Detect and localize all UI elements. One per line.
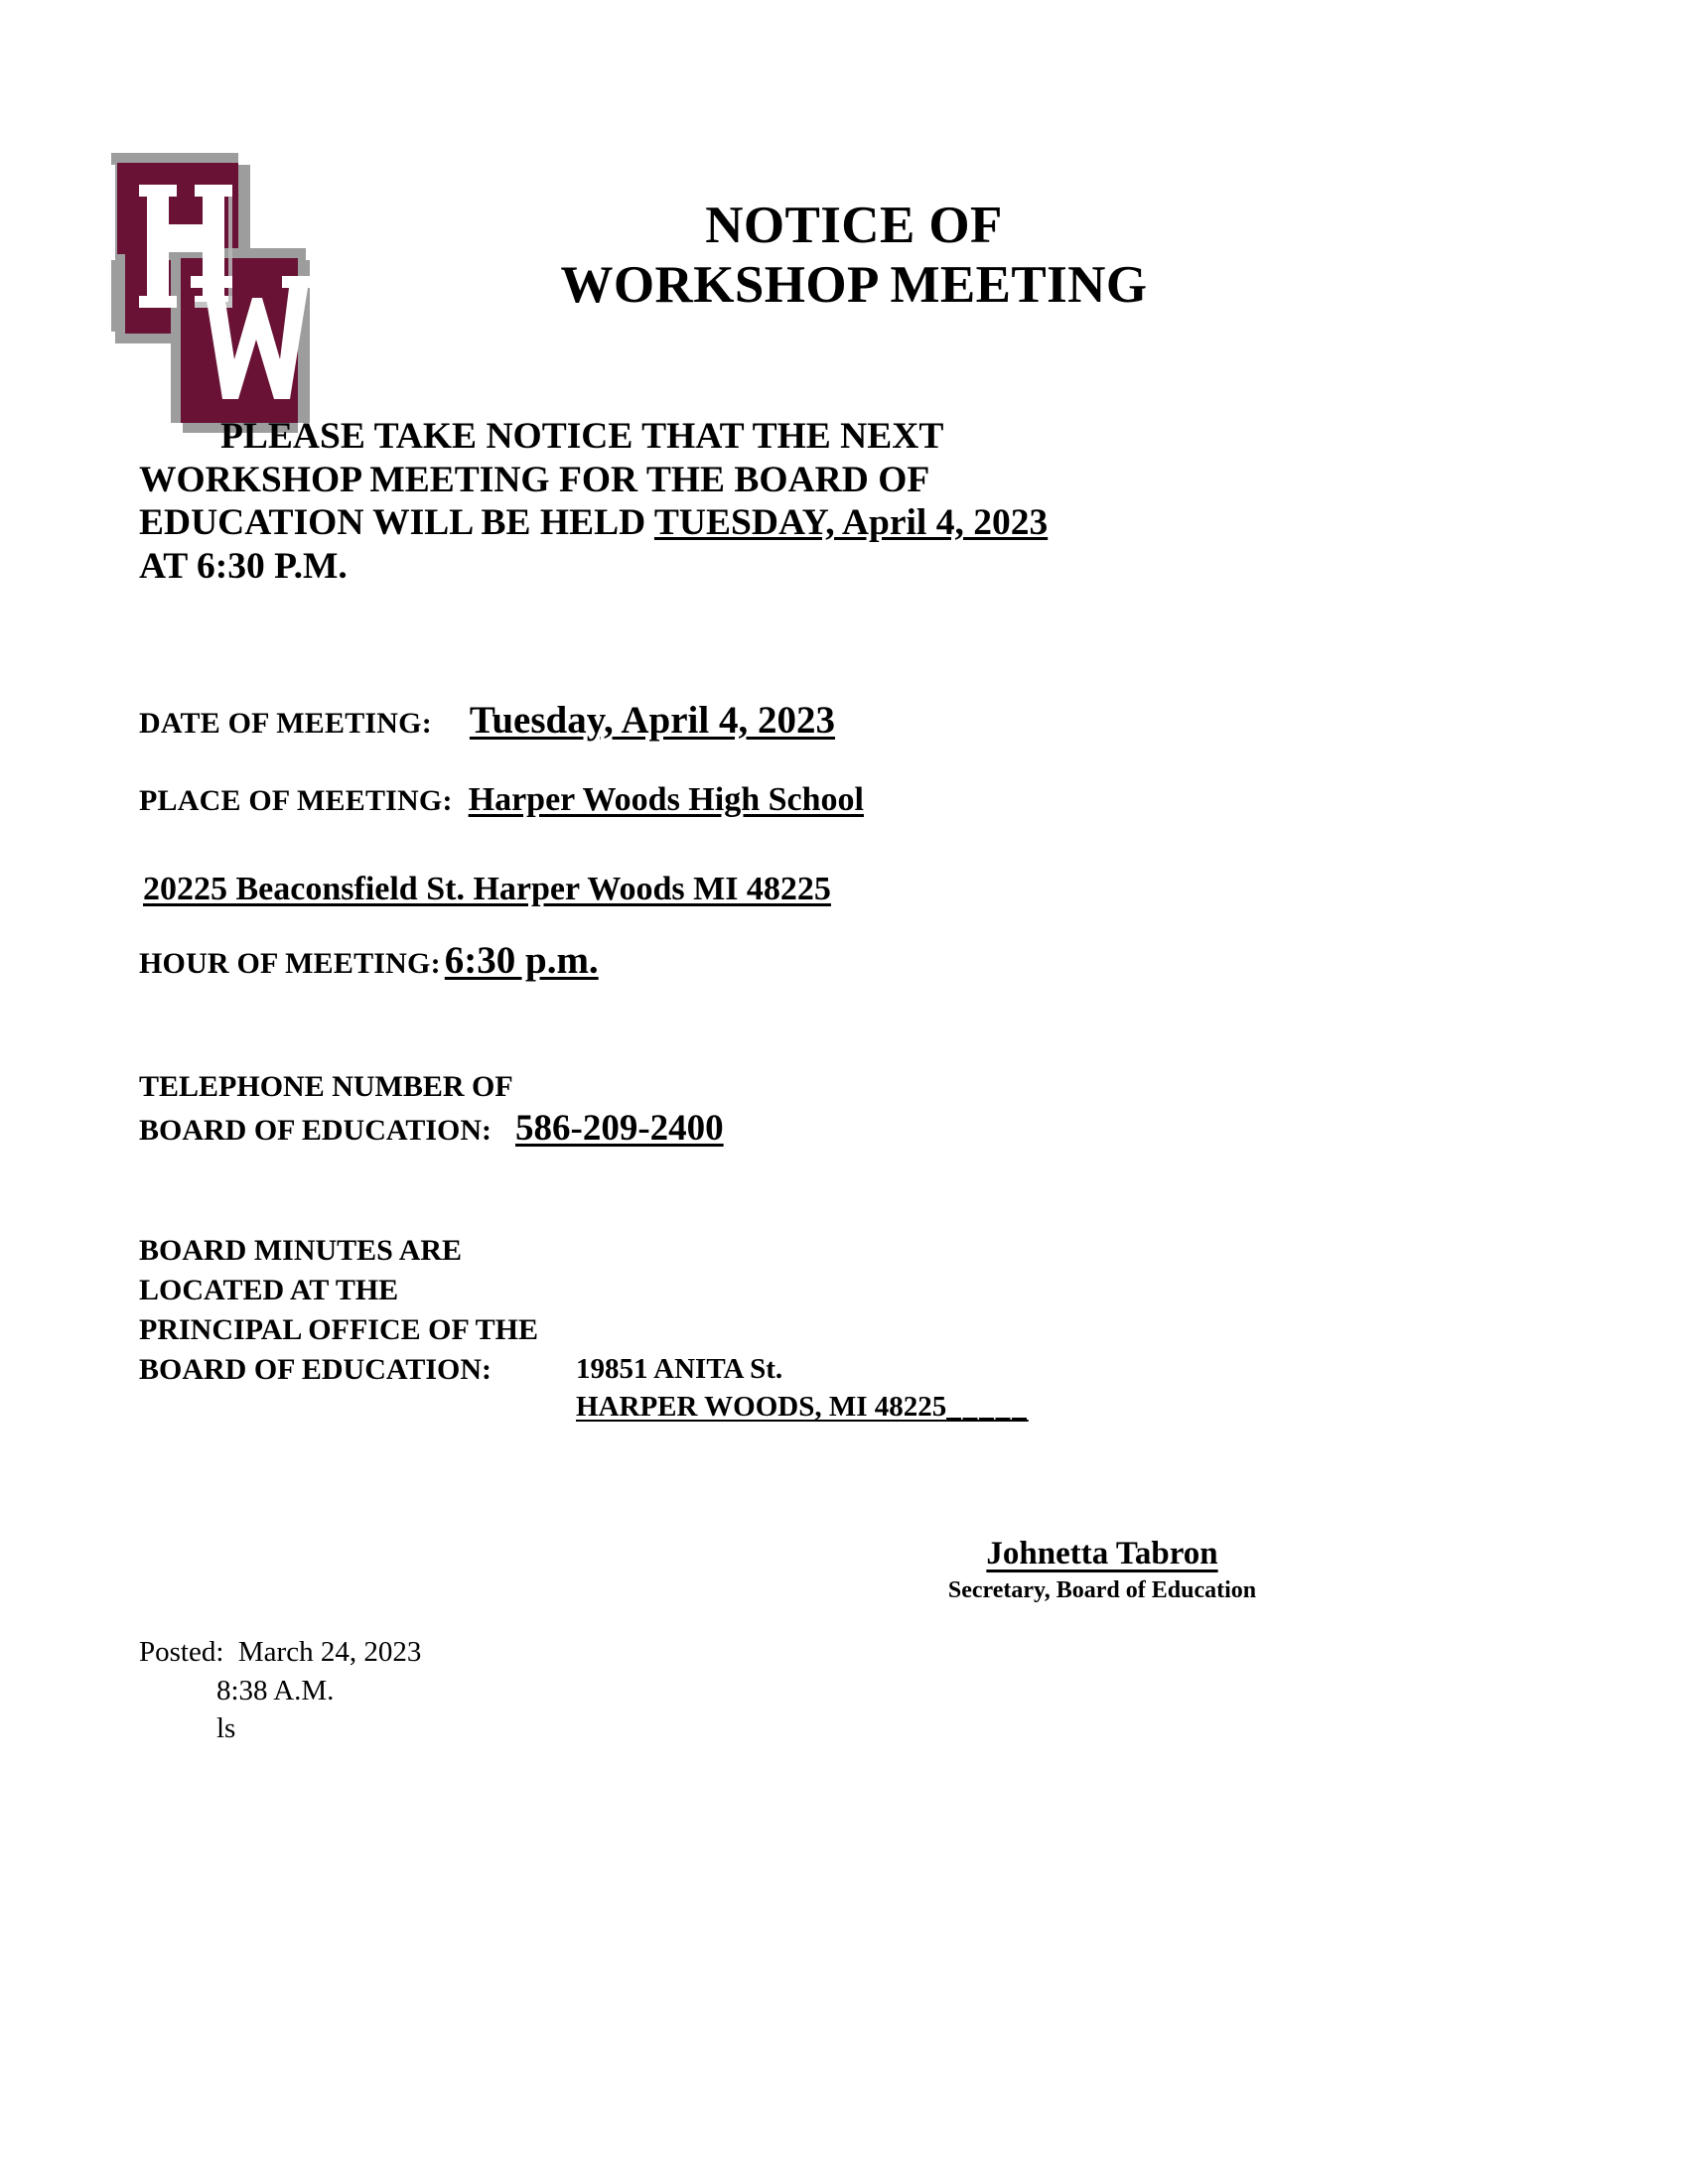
place-of-meeting-value: Harper Woods High School	[468, 781, 864, 818]
minutes-address-rule: _____	[946, 1391, 1029, 1424]
notice-paragraph	[139, 415, 1072, 589]
document-title	[328, 196, 1380, 316]
posted-time: 8:38 A.M.	[216, 1674, 335, 1706]
date-of-meeting-value: Tuesday, April 4, 2023	[469, 699, 835, 742]
posted-block	[139, 1633, 421, 1748]
hour-of-meeting-value: 6:30 p.m.	[444, 939, 599, 982]
notice-line-4: AT 6:30 P.M.	[139, 546, 348, 588]
minutes-address-line-1: 19851 ANITA St.	[576, 1352, 783, 1385]
notice-line-2: WORKSHOP MEETING FOR THE BOARD OF	[139, 459, 930, 500]
date-of-meeting-label: DATE OF MEETING:	[139, 707, 432, 740]
minutes-label-line-4: BOARD OF EDUCATION:	[139, 1352, 492, 1386]
notice-meeting-datetime: TUESDAY, April 4, 2023	[653, 502, 1049, 544]
field-place-of-meeting	[139, 781, 864, 819]
hour-of-meeting-label: HOUR OF MEETING:	[139, 947, 441, 980]
harper-woods-hw-logo	[111, 149, 310, 437]
notice-line-3-prefix: EDUCATION WILL BE HELD	[139, 502, 654, 544]
posted-initials: ls	[216, 1712, 236, 1745]
hw-monogram-icon	[111, 149, 310, 437]
posted-date: Posted: March 24, 2023	[139, 1636, 422, 1668]
field-date-of-meeting	[139, 698, 835, 743]
signature-name: Johnetta Tabron	[986, 1536, 1218, 1571]
signature-block	[894, 1536, 1311, 1604]
minutes-label-line-1: BOARD MINUTES ARE	[139, 1234, 463, 1267]
field-hour-of-meeting	[139, 938, 599, 983]
minutes-address-line-2: HARPER WOODS, MI 48225	[576, 1391, 947, 1424]
field-board-minutes-location	[139, 1231, 1029, 1427]
title-line-2: WORKSHOP MEETING	[560, 256, 1148, 315]
notice-lead: PLEASE TAKE NOTICE THAT THE NEXT	[220, 416, 944, 457]
field-place-of-meeting-address	[143, 871, 831, 908]
telephone-number-value: 586-209-2400	[515, 1107, 724, 1149]
telephone-label-line-1: TELEPHONE NUMBER OF	[139, 1070, 513, 1103]
minutes-label-line-2: LOCATED AT THE	[139, 1273, 399, 1306]
telephone-label-line-2: BOARD OF EDUCATION:	[139, 1113, 492, 1147]
title-line-1: NOTICE OF	[705, 197, 1003, 254]
minutes-label-line-3: PRINCIPAL OFFICE OF THE	[139, 1312, 538, 1346]
signature-title: Secretary, Board of Education	[947, 1577, 1257, 1603]
field-telephone-number	[139, 1067, 724, 1151]
place-of-meeting-label: PLACE OF MEETING:	[139, 784, 453, 817]
place-of-meeting-address: 20225 Beaconsfield St. Harper Woods MI 48225	[143, 871, 831, 907]
